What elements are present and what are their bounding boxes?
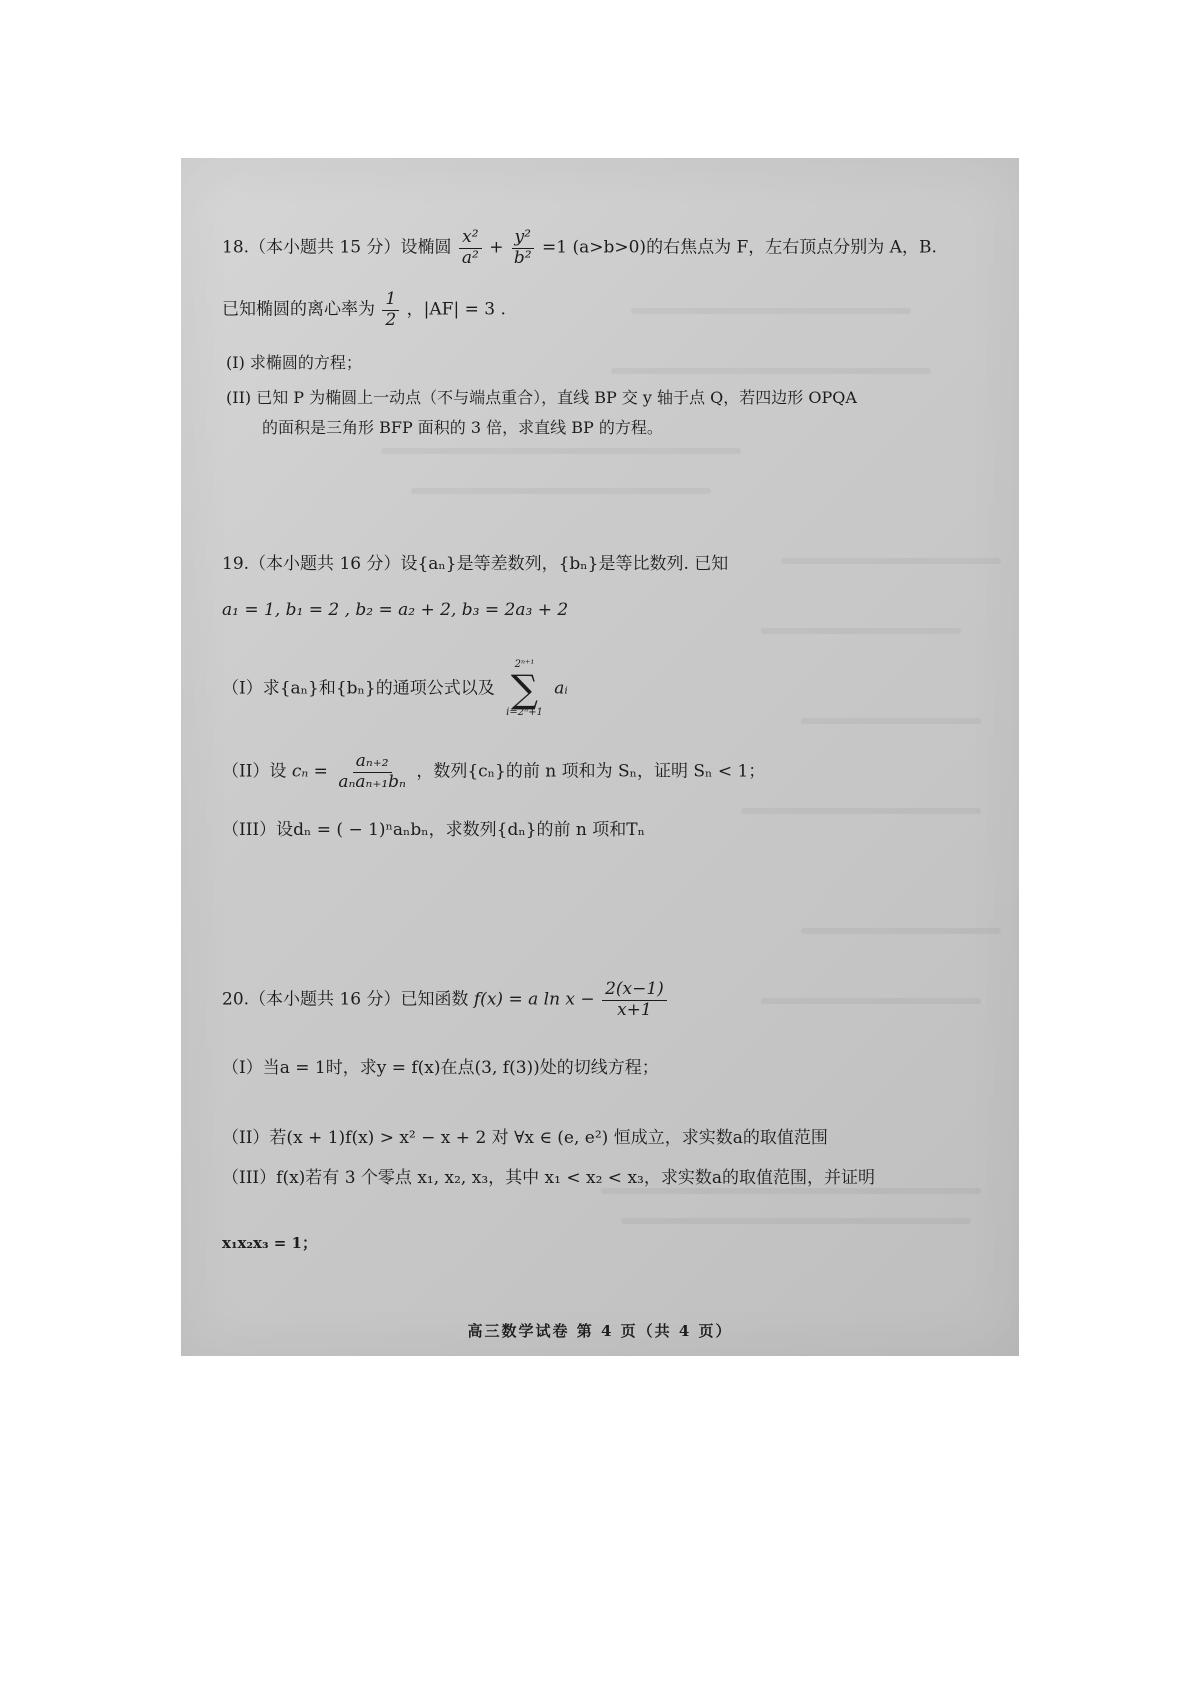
q18-part1: (I) 求椭圆的方程； (226, 353, 362, 372)
q20-part3-continued: x₁x₂x₃ = 1； (222, 1234, 317, 1252)
q18-eccentricity-label: 已知椭圆的离心率为 (222, 299, 375, 320)
q18-plus: + (489, 237, 504, 258)
q19-cn: cₙ = (291, 761, 328, 782)
q19-part1 (222, 660, 568, 718)
q18-frac1-denominator: a² (461, 247, 479, 268)
sigma-icon: ∑ (510, 667, 539, 711)
q19-part3: （III）设dₙ = ( − 1)ⁿaₙbₙ，求数列{dₙ}的前 n 项和Tₙ (222, 820, 645, 840)
q19-part2-tail: ，数列{cₙ}的前 n 项和为 Sₙ，证明 Sₙ < 1； (416, 761, 766, 782)
q18-fraction-y (511, 228, 535, 268)
q18-frac1-numerator: x² (459, 228, 481, 249)
q19-sum-upper: 2ⁿ⁺¹ (514, 659, 535, 670)
q19-sum-term: aᵢ (554, 678, 568, 699)
q20-part2: （II）若(x + 1)f(x) > x² − x + 2 对 ∀x ∈ (e, e²) 恒成立，求实数a的取值范围 (222, 1128, 828, 1148)
q20-part3: （III）f(x)若有 3 个零点 x₁, x₂, x₃，其中 x₁ < x₂ < x₃，求实数a的取值范围，并证明 (222, 1168, 875, 1188)
q19-given: a₁ = 1, b₁ = 2 , b₂ = a₂ + 2, b₃ = 2a₃ + 2 (222, 600, 569, 620)
q20-line1 (222, 980, 669, 1020)
q18-frac2-numerator: y² (512, 228, 534, 249)
q18-half-fraction (382, 290, 399, 330)
page-footer: 高三数学试卷 第 4 页（共 4 页） (467, 1322, 733, 1340)
q19-cn-fraction (335, 752, 409, 792)
q18-part2-line2: 的面积是三角形 BFP 面积的 3 倍，求直线 BP 的方程。 (262, 418, 663, 437)
q18-equation-tail: =1 (a>b>0)的右焦点为 F，左右顶点分别为 A，B. (542, 237, 937, 258)
q18-half-denominator: 2 (385, 309, 397, 330)
q18-af-value: ，|AF| = 3 . (406, 299, 506, 320)
q19-part2 (222, 752, 765, 792)
q18-half-numerator: 1 (382, 290, 399, 311)
q18-fraction-x (459, 228, 482, 268)
q20-fraction (602, 980, 667, 1020)
q18-part2-line1: (II) 已知 P 为椭圆上一动点（不与端点重合），直线 BP 交 y 轴于点 Q，若四边形 OPQA (226, 388, 857, 407)
q20-part1: （I）当a = 1时，求y = f(x)在点(3, f(3))处的切线方程； (222, 1058, 659, 1078)
q19-heading: 19.（本小题共 16 分）设{aₙ}是等差数列，{bₙ}是等比数列. 已知 (222, 554, 729, 574)
q20-heading: 20.（本小题共 16 分）已知函数 (222, 989, 469, 1010)
q18-line2 (222, 290, 506, 330)
q18-line1 (222, 228, 937, 268)
q19-cn-denominator: aₙaₙ₊₁bₙ (338, 771, 406, 792)
q20-frac-denominator: x+1 (617, 999, 652, 1020)
q19-part2-label: （II）设 (222, 761, 287, 782)
q19-part1-text: （I）求{aₙ}和{bₙ}的通项公式以及 (222, 678, 495, 699)
q20-frac-numerator: 2(x−1) (602, 980, 667, 1001)
q20-function: f(x) = a ln x − (473, 989, 595, 1010)
q18-heading: 18.（本小题共 15 分）设椭圆 (222, 237, 452, 258)
q19-cn-numerator: aₙ₊₂ (353, 752, 392, 773)
q19-summation (506, 660, 543, 718)
q19-sum-lower: i=2ⁿ+1 (506, 707, 543, 718)
q18-frac2-denominator: b² (513, 247, 532, 268)
